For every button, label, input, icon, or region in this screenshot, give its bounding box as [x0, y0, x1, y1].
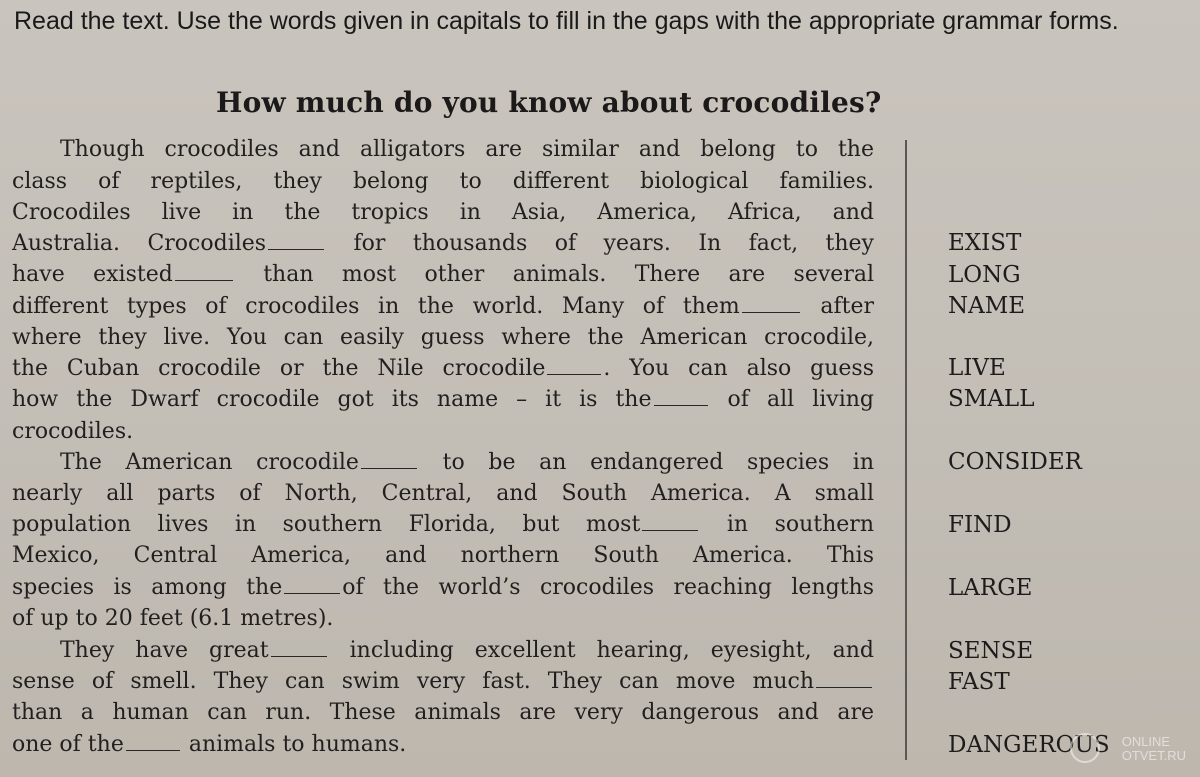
text-segment: animals to humans. — [181, 732, 407, 757]
text-segment: Mexico, Central America, and northern South America. This — [12, 543, 874, 568]
text-line — [12, 324, 874, 352]
text-segment: than most other animals. There are several — [234, 262, 874, 287]
text-segment: in southern — [700, 512, 874, 537]
text-line — [12, 574, 874, 602]
answer-gap[interactable] — [361, 454, 417, 469]
text-line — [12, 511, 874, 539]
text-segment: . You can also guess — [603, 356, 874, 381]
keyword-exist: EXIST — [948, 230, 1022, 256]
text-segment: class of reptiles, they belong to different biological families. — [12, 169, 874, 194]
text-line — [12, 199, 874, 227]
keyword-consider: CONSIDER — [948, 449, 1082, 475]
text-segment: The American crocodile — [60, 450, 359, 475]
text-segment: including excellent hearing, eyesight, and — [328, 638, 874, 663]
text-segment: Australia. Crocodiles — [12, 231, 267, 256]
answer-gap[interactable] — [642, 516, 698, 531]
watermark — [1122, 735, 1186, 763]
answer-gap[interactable] — [271, 642, 327, 657]
watermark-line2: OTVET.RU — [1121, 748, 1186, 763]
keyword-large: LARGE — [948, 575, 1033, 601]
text-segment: They have great — [60, 638, 269, 663]
text-segment: Crocodiles live in the tropics in Asia, America, Africa, and — [12, 200, 874, 225]
text-segment: crocodiles. — [12, 419, 134, 444]
text-line — [12, 449, 874, 477]
text-segment: different types of crocodiles in the world. Many of them — [12, 294, 740, 319]
keyword-find: FIND — [948, 512, 1012, 538]
text-line — [12, 605, 874, 633]
text-segment: sense of smell. They can swim very fast. They can move much — [12, 669, 814, 694]
text-segment: have existed — [12, 262, 173, 287]
keyword-fast: FAST — [948, 669, 1010, 695]
text-line — [12, 418, 874, 446]
text-segment: for thousands of years. In fact, they — [326, 231, 874, 256]
watermark-logo-icon — [1070, 733, 1100, 763]
text-line — [12, 731, 874, 759]
text-title: How much do you know about crocodiles? — [216, 86, 882, 119]
text-segment: to be an endangered species in — [418, 450, 874, 475]
text-line — [12, 699, 874, 727]
text-segment: species is among the — [12, 575, 283, 600]
text-segment: than a human can run. These animals are very dangerous and are — [12, 700, 874, 725]
text-segment: the Cuban crocodile or the Nile crocodile — [12, 356, 546, 381]
text-line — [12, 637, 874, 665]
text-segment: of the world’s crocodiles reaching lengths — [342, 575, 874, 600]
answer-gap[interactable] — [742, 298, 800, 313]
text-segment: of up to 20 feet (6.1 metres). — [12, 606, 334, 631]
text-segment: one of the — [12, 732, 124, 757]
text-segment: population lives in southern Florida, but most — [12, 512, 641, 537]
text-segment: of all living — [709, 387, 874, 412]
text-line — [12, 168, 874, 196]
text-line — [12, 261, 874, 289]
keyword-small: SMALL — [948, 386, 1035, 412]
keyword-live: LIVE — [948, 355, 1006, 381]
answer-gap[interactable] — [175, 266, 233, 281]
answer-gap[interactable] — [268, 235, 324, 250]
text-line — [12, 668, 874, 696]
text-line — [12, 230, 874, 258]
keyword-sense: SENSE — [948, 638, 1034, 664]
text-segment: where they live. You can easily guess where the American crocodile, — [12, 325, 874, 350]
keyword-long: LONG — [948, 262, 1021, 288]
answer-gap[interactable] — [654, 391, 708, 406]
answer-gap[interactable] — [284, 579, 340, 594]
keyword-dangerous: DANGEROUS — [948, 732, 1110, 758]
keyword-name: NAME — [948, 293, 1026, 319]
answer-gap[interactable] — [816, 673, 872, 688]
column-divider — [905, 140, 907, 760]
text-segment: Though crocodiles and alligators are similar and belong to the — [60, 137, 874, 162]
text-segment: after — [801, 294, 874, 319]
text-line — [12, 293, 874, 321]
watermark-line1: ONLINE — [1121, 734, 1171, 749]
text-segment: nearly all parts of North, Central, and South America. A small — [12, 481, 874, 506]
answer-gap[interactable] — [126, 736, 180, 751]
text-line — [12, 136, 874, 164]
text-line — [12, 542, 874, 570]
answer-gap[interactable] — [547, 360, 601, 375]
text-line — [12, 386, 874, 414]
text-line — [12, 480, 874, 508]
text-segment: how the Dwarf crocodile got its name – it is the — [12, 387, 652, 412]
exercise-instructions: Read the text. Use the words given in capitals to fill in the gaps with the appropriate grammar forms. — [14, 7, 1119, 35]
text-line — [12, 355, 874, 383]
